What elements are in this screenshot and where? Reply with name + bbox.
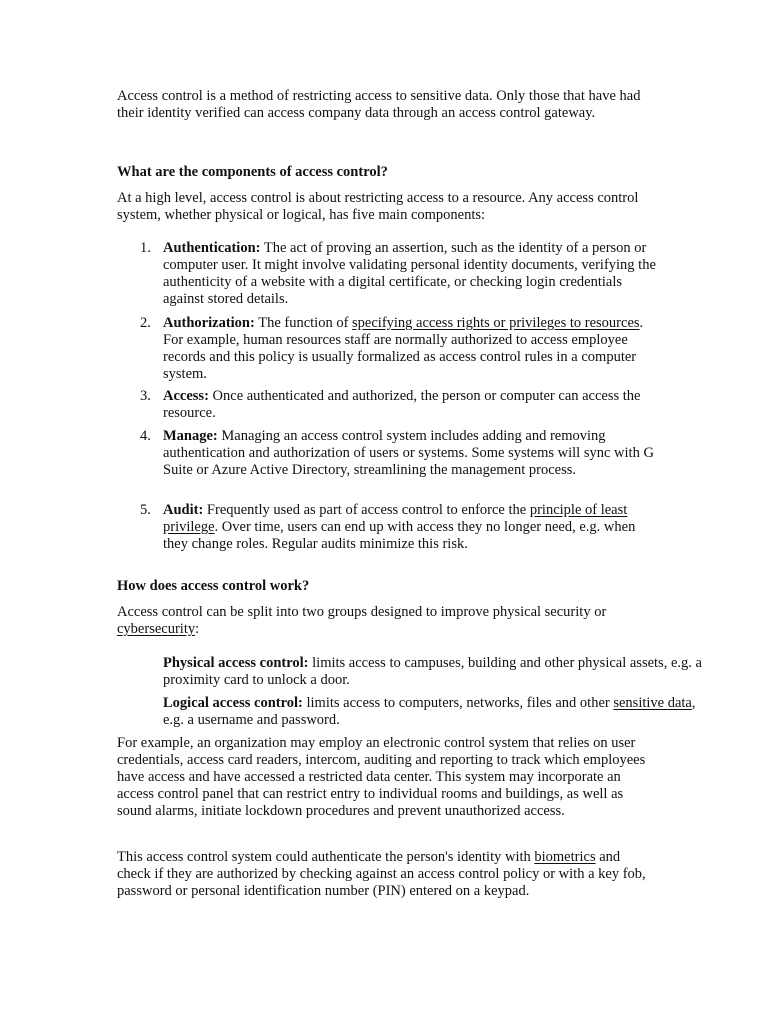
authentication-paragraph: This access control system could authenticate the person's identity with biometrics and check if they are authorized by checking against an access control policy or with a key fob, password or personal identification number (PIN) entered on a keypad.: [117, 849, 646, 899]
how-heading: How does access control work?: [117, 578, 310, 594]
list-text: . Over time, users can end up with access they no longer need, e.g. when they change roles. Regular audits minimize this risk.: [163, 519, 636, 552]
list-term: Access:: [163, 388, 209, 404]
list-term: Authorization:: [163, 315, 255, 331]
list-number: 5.: [140, 502, 151, 518]
list-number: 1.: [140, 240, 151, 256]
link-cybersecurity[interactable]: cybersecurity: [117, 621, 196, 637]
how-intro: Access control can be split into two groups designed to improve physical security or cybersecurity:: [117, 604, 607, 637]
physical-access-item: Physical access control: limits access to campuses, building and other physical assets, e.g. a proximity card to unlock a door.: [163, 655, 702, 688]
intro-paragraph: Access control is a method of restricting access to sensitive data. Only those that have had their identity verified can access company data through an access control gateway.: [117, 88, 641, 121]
list-term: Authentication:: [163, 240, 261, 256]
logical-term: Logical access control:: [163, 695, 303, 711]
list-text: Managing an access control system includes adding and removing authentication and authorization of users or systems. Some systems will sync with G Suite or Azure Active Directory, streamlining the management process.: [163, 428, 654, 478]
link-access-rights[interactable]: specifying access rights or privileges to resources: [352, 315, 640, 331]
list-text: Frequently used as part of access control to enforce the: [203, 502, 530, 518]
components-intro: At a high level, access control is about restricting access to a resource. Any access control system, whether physical or logical, has five main components:: [117, 190, 639, 223]
list-item: [117, 502, 657, 553]
list-text: Once authenticated and authorized, the person or computer can access the resource.: [163, 388, 641, 421]
list-text: . For example, human resources staff are normally authorized to access employee records and this policy is usually formalized as access control rules in a computer system.: [163, 315, 644, 382]
link-least-privilege[interactable]: principle of least privilege: [163, 502, 628, 535]
list-text: The function of: [254, 315, 353, 331]
list-item: [117, 388, 657, 422]
components-heading: What are the components of access control?: [117, 164, 388, 180]
list-number: 4.: [140, 428, 151, 444]
example-paragraph: For example, an organization may employ an electronic control system that relies on user credentials, access card readers, intercom, auditing and reporting to track which employees have access and have accessed a restricted data center. This system may incorporate an access control panel that can restrict entry to individual rooms and buildings, as well as sound alarms, initiate lockdown procedures and prevent unauthorized access.: [117, 735, 646, 819]
list-term: Audit:: [163, 502, 204, 518]
list-text: The act of proving an assertion, such as the identity of a person or computer user. It might involve validating personal identity documents, verifying the authenticity of a website with a digital certificate, or checking login credentials against stored details.: [163, 240, 656, 307]
list-term: Manage:: [163, 428, 218, 444]
logical-access-item: Logical access control: limits access to computers, networks, files and other sensitive data, e.g. a username and password.: [163, 695, 696, 728]
link-biometrics[interactable]: biometrics: [534, 849, 596, 865]
physical-term: Physical access control:: [163, 655, 309, 671]
link-sensitive-data[interactable]: sensitive data: [613, 695, 692, 711]
list-item: [117, 428, 657, 479]
list-item: [117, 240, 657, 308]
list-item: [117, 315, 657, 383]
list-number: 3.: [140, 388, 151, 404]
list-number: 2.: [140, 315, 151, 331]
